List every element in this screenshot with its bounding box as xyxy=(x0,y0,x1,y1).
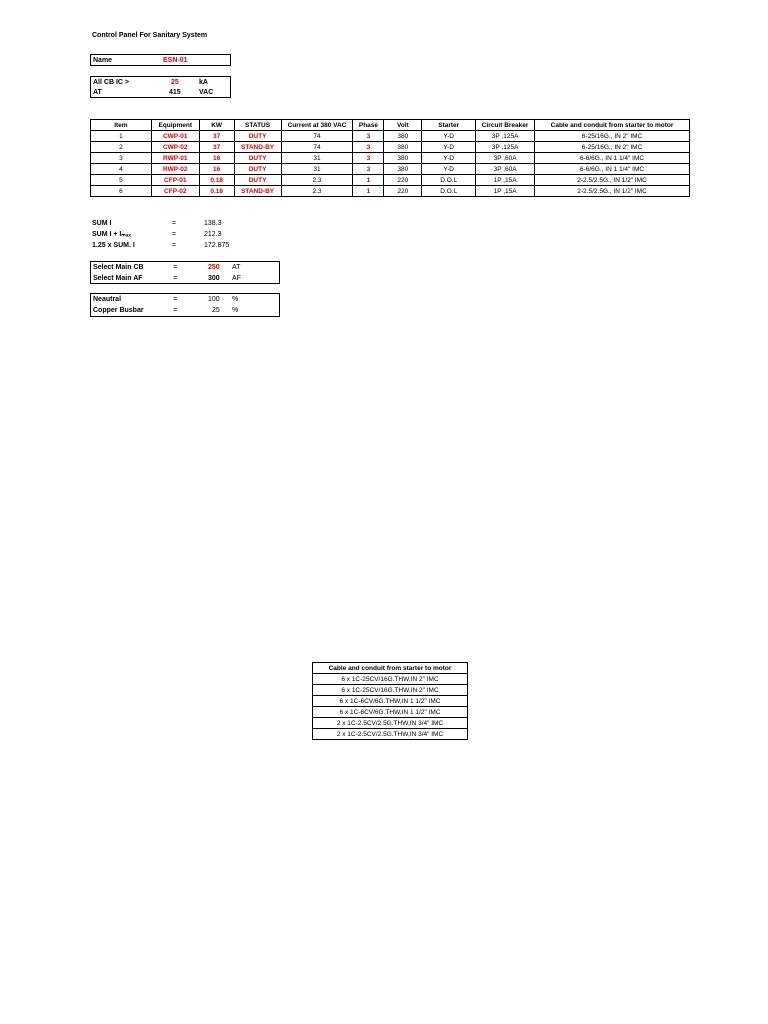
cell-equipment: RWP-01 xyxy=(151,153,199,164)
main-cb-value: 250 xyxy=(208,264,220,271)
header-item: Item xyxy=(91,120,152,131)
header-circuit-breaker: Circuit Breaker xyxy=(476,120,535,131)
cell-starter: D.O.L xyxy=(422,175,476,186)
sum-factor-eq: = xyxy=(172,242,177,249)
busbar-unit: % xyxy=(232,307,239,314)
cell-item: 1 xyxy=(91,131,152,142)
neutral-unit: % xyxy=(232,296,239,303)
cell-equipment: CWP-02 xyxy=(151,142,199,153)
cell-kw: 37 xyxy=(199,142,234,153)
cell-phase: 3 xyxy=(353,153,384,164)
cell-volt: 380 xyxy=(384,153,422,164)
sum-eq: = xyxy=(172,220,177,227)
cell-current: 74 xyxy=(281,142,353,153)
cell-volt: 220 xyxy=(384,175,422,186)
cell-item: 3 xyxy=(91,153,152,164)
sum-max-value: 212.3 xyxy=(204,231,222,238)
table-row xyxy=(91,164,690,175)
cell-equipment: CWP-01 xyxy=(151,131,199,142)
table-row xyxy=(313,718,468,729)
cell-status: DUTY xyxy=(234,153,281,164)
cell-current: 31 xyxy=(281,164,353,175)
cell-current: 2.3 xyxy=(281,186,353,197)
cell-cable: 6-25/16G., IN 2" IMC xyxy=(535,142,690,153)
rating-label: All CB IC > xyxy=(93,79,129,86)
cell-status: DUTY xyxy=(234,175,281,186)
main-cb-eq: = xyxy=(173,264,178,271)
main-af-label: Select Main AF xyxy=(93,275,143,282)
table-row xyxy=(313,685,468,696)
busbar-label: Copper Busbar xyxy=(93,307,144,314)
header-volt: Volt xyxy=(384,120,422,131)
cell-item: 4 xyxy=(91,164,152,175)
cell-volt: 380 xyxy=(384,142,422,153)
cable-cell: 6 x 1C-25CV/16G.THW,IN 2" IMC xyxy=(313,674,468,685)
neutral-eq: = xyxy=(173,296,178,303)
cable-cell: 2 x 1C-2.5CV/2.5G.THW,IN 3/4" IMC xyxy=(313,729,468,740)
equipment-table xyxy=(90,119,690,197)
rating-box xyxy=(90,76,231,98)
cell-status: STAND-BY xyxy=(234,142,281,153)
name-value: ESN-01 xyxy=(163,57,188,64)
cell-phase: 3 xyxy=(353,131,384,142)
cell-phase: 3 xyxy=(353,142,384,153)
cell-item: 6 xyxy=(91,186,152,197)
cell-cable: 2-2.5/2.5G., IN 1/2" IMC xyxy=(535,175,690,186)
page-title: Control Panel For Sanitary System xyxy=(92,32,208,39)
cell-current: 2.3 xyxy=(281,175,353,186)
main-cb-box xyxy=(90,261,280,284)
table-row xyxy=(91,142,690,153)
cell-kw: 37 xyxy=(199,131,234,142)
busbar-box xyxy=(90,293,280,317)
sums-block xyxy=(92,218,272,252)
rating-unit: kA xyxy=(199,79,208,86)
busbar-eq: = xyxy=(173,307,178,314)
cell-item: 2 xyxy=(91,142,152,153)
cell-circuit-breaker: 1P ,15A xyxy=(476,186,535,197)
neutral-label: Neautral xyxy=(93,296,122,303)
sum-factor-value: 172.875 xyxy=(204,242,230,249)
cell-starter: Y-D xyxy=(422,153,476,164)
sum-label: SUM I xyxy=(92,220,112,227)
main-af-value: 300 xyxy=(208,275,220,282)
cell-kw: 0.18 xyxy=(199,175,234,186)
cable-cell: 2 x 1C-2.5CV/2.5G.THW,IN 3/4" IMC xyxy=(313,718,468,729)
table-row xyxy=(91,131,690,142)
cable-cell: 6 x 1C-25CV/16G.THW,IN 2" IMC xyxy=(313,685,468,696)
cell-starter: Y-D xyxy=(422,164,476,175)
cell-status: DUTY xyxy=(234,131,281,142)
cell-starter: D.O.L xyxy=(422,186,476,197)
table-row xyxy=(313,696,468,707)
cell-phase: 1 xyxy=(353,186,384,197)
cable-conduit-table xyxy=(312,662,468,740)
cable-table-header: Cable and conduit from starter to motor xyxy=(313,663,468,674)
name-box xyxy=(90,54,231,66)
header-status: STATUS xyxy=(234,120,281,131)
cell-circuit-breaker: 3P ,60A xyxy=(476,164,535,175)
cable-table-header-row xyxy=(313,663,468,674)
cell-phase: 1 xyxy=(353,175,384,186)
cell-cable: 6-25/16G., IN 2" IMC xyxy=(535,131,690,142)
cell-starter: Y-D xyxy=(422,142,476,153)
cell-circuit-breaker: 3P ,60A xyxy=(476,153,535,164)
header-phase: Phase xyxy=(353,120,384,131)
table-row xyxy=(91,186,690,197)
cell-status: DUTY xyxy=(234,164,281,175)
voltage-unit: VAC xyxy=(199,89,214,96)
rating-value: 25 xyxy=(171,79,179,86)
header-equipment: Equipment xyxy=(151,120,199,131)
sum-factor-label: 1.25 x SUM. I xyxy=(92,242,135,249)
cell-starter: Y-D xyxy=(422,131,476,142)
cell-kw: 16 xyxy=(199,153,234,164)
cell-status: STAND-BY xyxy=(234,186,281,197)
sum-max-label: SUM I + Iₘₐₓ xyxy=(92,231,131,238)
busbar-value: 25 xyxy=(212,307,220,314)
cell-volt: 380 xyxy=(384,131,422,142)
cell-kw: 0.18 xyxy=(199,186,234,197)
table-row xyxy=(91,175,690,186)
table-row xyxy=(313,707,468,718)
sum-value: 138.3 xyxy=(204,220,222,227)
cell-equipment: CFP-01 xyxy=(151,175,199,186)
cell-cable: 6-6/6G., IN 1 1/4" IMC xyxy=(535,153,690,164)
table-row xyxy=(313,674,468,685)
name-label: Name xyxy=(93,57,113,64)
cell-circuit-breaker: 3P ,125A xyxy=(476,142,535,153)
sum-max-eq: = xyxy=(172,231,177,238)
cell-cable: 2-2.5/2.5G., IN 1/2" IMC xyxy=(535,186,690,197)
header-kw: KW xyxy=(199,120,234,131)
cell-circuit-breaker: 1P ,15A xyxy=(476,175,535,186)
cable-cell: 6 x 1C-6CV/6G.THW,IN 1 1/2" IMC xyxy=(313,696,468,707)
cell-cable: 6-6/6G., IN 1 1/4" IMC xyxy=(535,164,690,175)
main-af-eq: = xyxy=(173,275,178,282)
cable-cell: 6 x 1C-6CV/6G.THW,IN 1 1/2" IMC xyxy=(313,707,468,718)
cell-item: 5 xyxy=(91,175,152,186)
main-cb-label: Select Main CB xyxy=(93,264,144,271)
cell-equipment: RWP-02 xyxy=(151,164,199,175)
main-af-unit: AF xyxy=(232,275,241,282)
voltage-value: 415 xyxy=(169,89,181,96)
table-header-row xyxy=(91,120,690,131)
voltage-label: AT xyxy=(93,89,102,96)
cell-kw: 16 xyxy=(199,164,234,175)
main-cb-unit: AT xyxy=(232,264,241,271)
table-row xyxy=(91,153,690,164)
cell-current: 74 xyxy=(281,131,353,142)
cell-current: 31 xyxy=(281,153,353,164)
header-starter: Starter xyxy=(422,120,476,131)
cell-phase: 3 xyxy=(353,164,384,175)
neutral-value: 100 xyxy=(208,296,220,303)
cell-volt: 380 xyxy=(384,164,422,175)
cell-volt: 220 xyxy=(384,186,422,197)
cell-equipment: CFP-02 xyxy=(151,186,199,197)
header-cable-conduit: Cable and conduit from starter to motor xyxy=(535,120,690,131)
cell-circuit-breaker: 3P ,125A xyxy=(476,131,535,142)
header-current: Current at 380 VAC xyxy=(281,120,353,131)
table-row xyxy=(313,729,468,740)
